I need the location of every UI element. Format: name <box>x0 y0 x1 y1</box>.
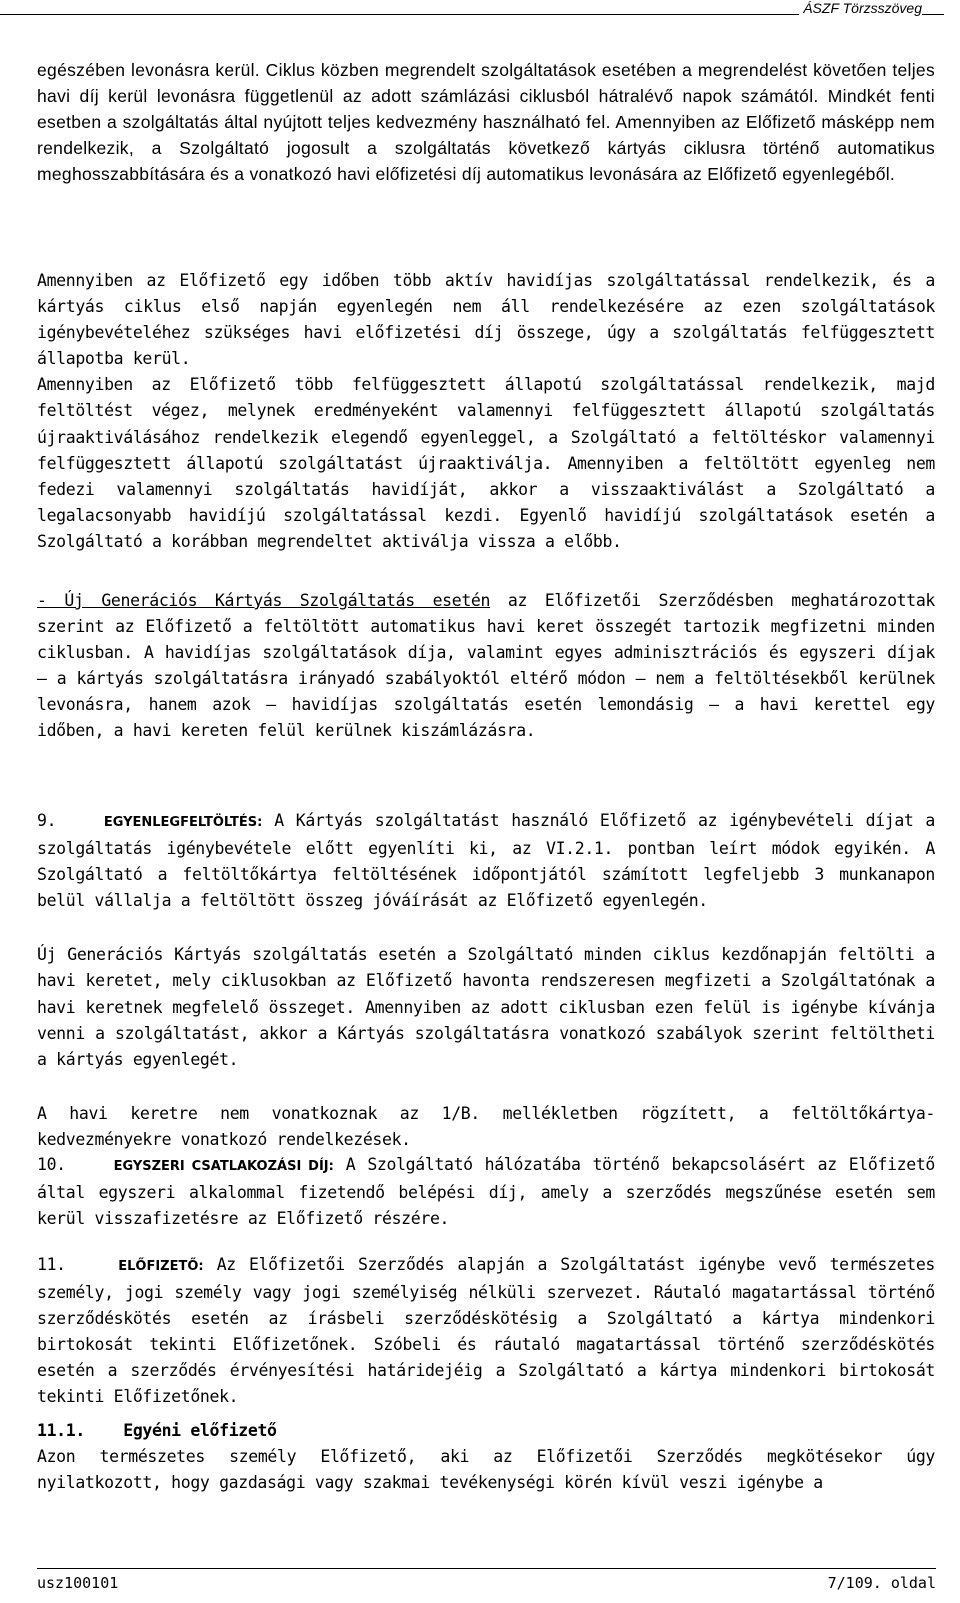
new-generation-heading: - Új Generációs Kártyás Szolgáltatás esetén <box>37 591 491 610</box>
item-9-number: 9. <box>37 811 57 830</box>
section-c <box>37 588 935 745</box>
header-rule-tail <box>924 14 944 15</box>
paragraph-suspension: Amennyiben az Előfizető egy időben több aktív havidíjas szolgáltatással rendelkezik, és a kártyás ciklus első napján egyenlegén nem áll rendelkezésére az ezen szolgáltatások igénybevételéhez szükséges havi előfizetési díj összege, úgy a szolgáltatás felfüggesztett állapotba kerül. <box>37 271 935 369</box>
page-header <box>0 0 960 26</box>
footer-rule <box>37 1568 936 1569</box>
item-9-paragraph-3: A havi keretre nem vonatkoznak az 1/B. mellékletben rögzített, a feltöltőkártya-kedvezményekre vonatkozó rendelkezések. <box>37 1103 935 1149</box>
item-11-text: Az Előfizetői Szerződés alapján a Szolgáltatást igénybe vevő természetes személy, jogi személy vagy jogi személyiség nélküli szervezet. Ráutaló magatartással történő szerződéskötés esetén az írásbeli szerződéskötésig a Szolgáltató a kártya mindenkori birtokosát tekinti Előfizetőnek. Szóbeli és ráutaló magatartással történő szerződéskötés esetén a szerződés érvényesítési határidejéig a Szolgáltató a kártya mindenkori birtokosát tekinti Előfizetőnek. <box>37 1255 935 1407</box>
item-11 <box>37 1252 935 1411</box>
item-11-1 <box>37 1418 935 1496</box>
item-9-paragraph-2: Új Generációs Kártyás szolgáltatás esetén a Szolgáltató minden ciklus kezdőnapján feltölti a havi keretet, mely ciklusokban az Előfizető havonta rendszeresen megfizeti a Szolgáltatónak a havi keretnek megfelelő összeget. Amennyiben az adott ciklusban ezen felül is igénybe kívánja venni a szolgáltatást, akkor a Kártyás szolgáltatásra vonatkozó szabályok szerint feltöltheti a kártyás egyenlegét. <box>37 945 935 1069</box>
item-11-1-text: Azon természetes személy Előfizető, aki az Előfizetői Szerződés megkötésekor úgy nyilatkozott, hogy gazdasági vagy szakmai tevékenységi körén kívül veszi igénybe a <box>37 1447 935 1493</box>
item-11-1-heading: Egyéni előfizető <box>123 1421 277 1440</box>
item-10-text: A Szolgáltató hálózatába történő bekapcsolásért az Előfizető által egyszeri alkalommal fizetendő belépési díj, amely a szerződés megszűnése esetén sem kerül visszafizetésre az Előfizető részére. <box>37 1155 935 1229</box>
item-11-heading: ELŐFIZETŐ: <box>118 1259 204 1274</box>
header-title: ÁSZF Törzsszöveg <box>799 0 922 16</box>
new-generation-text: az Előfizetői Szerződésben meghatározottak szerint az Előfizető a feltöltött automatikus havi keret összegét tartozik megfizetni minden ciklusban. A havidíjas szolgáltatások díja, valamint egyes adminisztrációs és egyszeri díjak — a kártyás szolgáltatásra irányadó szabályoktól eltérő módon — nem a feltöltésekből kerülnek levonásra, hanem azok — havidíjas szolgáltatás esetén lemondásig — a havi kerettel egy időben, a havi kereten felül kerülnek kiszámlázásra. <box>37 591 936 741</box>
item-10-paragraph <box>37 1152 935 1232</box>
section-b <box>37 268 935 555</box>
item-10-number: 10. <box>37 1155 66 1174</box>
paragraph-reactivation: Amennyiben az Előfizető több felfüggesztett állapotú szolgáltatással rendelkezik, majd feltöltést végez, melynek eredményeként valamennyi felfüggesztett állapotú szolgáltatás újraaktiválásához rendelkezik elegendő egyenleggel, a Szolgáltató a feltöltéskor valamennyi felfüggesztett állapotú szolgáltatást újraaktiválja. Amennyiben a feltöltött egyenleg nem fedezi valamennyi szolgáltatás havidíját, akkor a visszaaktiválást a Szolgáltató a legalacsonyabb havidíjú szolgáltatással kezdi. Egyenlő havidíjú szolgáltatások esetén a Szolgáltató a korábban megrendeltet aktiválja vissza a előbb. <box>37 375 935 551</box>
item-9-text: A Kártyás szolgáltatást használó Előfizető az igénybevételi díjat a szolgáltatás igénybevétele előtt egyenlíti ki, az VI.2.1. pontban leírt módok egyikén. A Szolgáltató a feltöltőkártya feltöltésének időpontjától számított legfeljebb 3 munkanapon belül vállalja a feltöltött összeg jóváírását az Előfizető egyenlegén. <box>37 811 936 911</box>
item-9-paragraph <box>37 808 935 914</box>
item-9-heading: EGYENLEGFELTÖLTÉS: <box>103 815 263 830</box>
page-number: 7/109. oldal <box>827 1574 936 1592</box>
item-11-number: 11. <box>37 1255 66 1274</box>
document-id: usz100101 <box>37 1574 119 1592</box>
section-a <box>37 57 935 187</box>
item-11-1-title <box>37 1418 935 1444</box>
item-9 <box>37 808 935 1153</box>
paragraph-new-generation <box>37 588 935 745</box>
item-11-1-number: 11.1. <box>37 1421 85 1440</box>
paragraph-continuation: egészében levonásra kerül. Ciklus közben megrendelt szolgáltatások esetében a megrendelést követően teljes havi díj kerül levonásra függetlenül az adott számlázási ciklusból hátralévő napok számától. Mindkét fenti esetben a szolgáltatás által nyújtott teljes kedvezmény használható fel. Amennyiben az Előfizető másképp nem rendelkezik, a Szolgáltató jogosult a szolgáltatás következő kártyás ciklusra történő automatikus meghosszabbítására és a vonatkozó havi előfizetési díj automatikus levonására az Előfizető egyenlegéből. <box>37 60 935 185</box>
item-11-paragraph <box>37 1252 935 1411</box>
item-10-heading: EGYSZERI CSATLAKOZÁSI DÍJ: <box>113 1159 334 1174</box>
item-10 <box>37 1152 935 1232</box>
header-rule <box>0 14 930 15</box>
